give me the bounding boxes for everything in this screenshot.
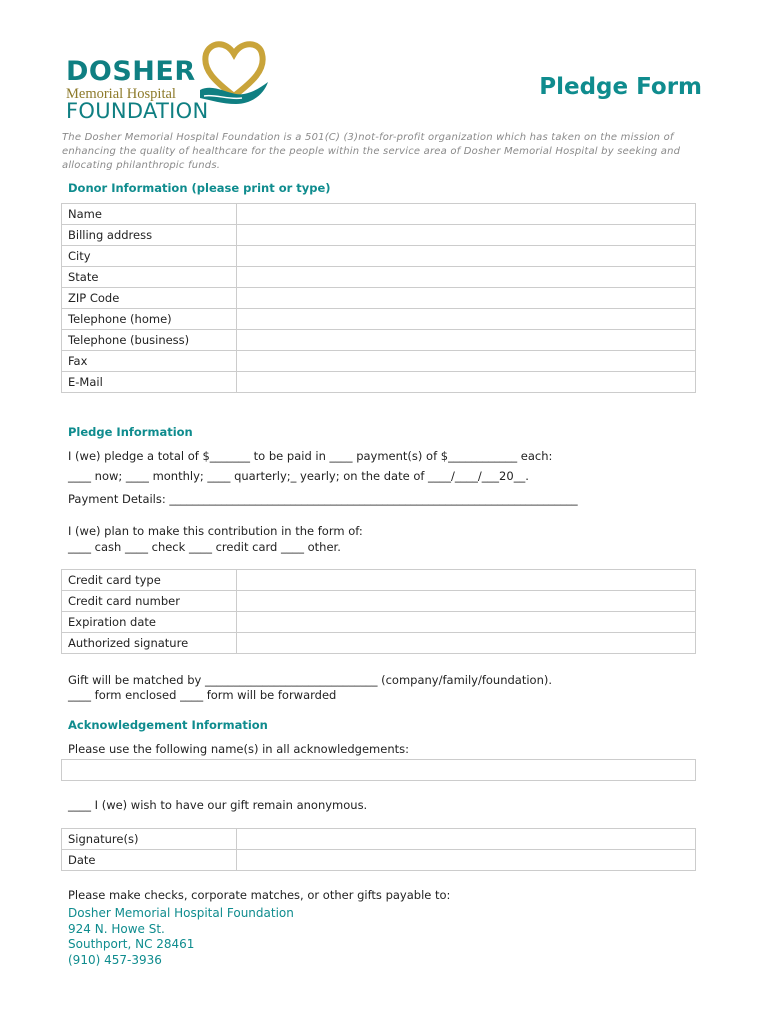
field-label: Credit card type xyxy=(62,570,237,591)
form-row xyxy=(62,330,696,351)
form-row xyxy=(62,288,696,309)
signature-table xyxy=(61,828,696,871)
field-input[interactable] xyxy=(237,225,696,246)
field-label: Billing address xyxy=(62,225,237,246)
field-label: Authorized signature xyxy=(62,633,237,654)
field-label: City xyxy=(62,246,237,267)
form-row xyxy=(62,225,696,246)
payment-details-line[interactable]: Payment Details: _______________________________________________________________________ xyxy=(68,492,578,506)
credit-card-table xyxy=(61,569,696,654)
ack-names-prompt: Please use the following name(s) in all acknowledgements: xyxy=(68,742,409,756)
form-row xyxy=(62,351,696,372)
pledge-total-line[interactable]: I (we) pledge a total of $_______ to be paid in ____ payment(s) of $____________ each: xyxy=(68,449,553,463)
field-input[interactable] xyxy=(237,267,696,288)
field-input[interactable] xyxy=(237,633,696,654)
payable-phone: (910) 457-3936 xyxy=(68,952,162,967)
heart-hand-icon xyxy=(198,38,270,108)
form-row xyxy=(62,309,696,330)
form-row xyxy=(62,633,696,654)
field-input[interactable] xyxy=(237,591,696,612)
field-label: Credit card number xyxy=(62,591,237,612)
logo-text-foundation: FOUNDATION xyxy=(66,99,209,123)
field-label: Signature(s) xyxy=(62,829,237,850)
pledge-info-heading: Pledge Information xyxy=(68,425,193,439)
ack-names-field[interactable] xyxy=(62,760,696,781)
form-row xyxy=(62,850,696,871)
field-input[interactable] xyxy=(237,351,696,372)
field-input[interactable] xyxy=(237,829,696,850)
field-label: E-Mail xyxy=(62,372,237,393)
field-label: Fax xyxy=(62,351,237,372)
gift-match-line[interactable]: Gift will be matched by ______________________________ (company/family/foundation). xyxy=(68,673,553,687)
match-form-line[interactable]: ____ form enclosed ____ form will be forwarded xyxy=(68,688,337,702)
field-label: Date xyxy=(62,850,237,871)
field-input[interactable] xyxy=(237,330,696,351)
field-label: Telephone (business) xyxy=(62,330,237,351)
field-input[interactable] xyxy=(237,372,696,393)
form-row xyxy=(62,372,696,393)
payable-city: Southport, NC 28461 xyxy=(68,937,195,951)
payable-prompt: Please make checks, corporate matches, or other gifts payable to: xyxy=(68,888,451,902)
field-input[interactable] xyxy=(237,309,696,330)
field-input[interactable] xyxy=(237,570,696,591)
field-label: State xyxy=(62,267,237,288)
form-row xyxy=(62,246,696,267)
field-label: Expiration date xyxy=(62,612,237,633)
donor-info-table xyxy=(61,203,696,393)
field-input[interactable] xyxy=(237,612,696,633)
donor-info-heading: Donor Information (please print or type) xyxy=(68,181,331,195)
anonymous-line[interactable]: ____ I (we) wish to have our gift remain anonymous. xyxy=(68,798,368,812)
field-label: ZIP Code xyxy=(62,288,237,309)
form-row xyxy=(62,570,696,591)
contribution-form-options[interactable]: ____ cash ____ check ____ credit card ____ other. xyxy=(68,540,341,554)
field-input[interactable] xyxy=(237,204,696,225)
logo-text-dosher: DOSHER xyxy=(66,56,196,87)
payable-street: 924 N. Howe St. xyxy=(68,921,165,936)
form-row xyxy=(62,204,696,225)
form-row xyxy=(62,267,696,288)
payable-org: Dosher Memorial Hospital Foundation xyxy=(68,906,294,920)
ack-names-table xyxy=(61,759,696,781)
field-input[interactable] xyxy=(237,288,696,309)
ack-info-heading: Acknowledgement Information xyxy=(68,718,268,732)
field-input[interactable] xyxy=(237,850,696,871)
field-label: Name xyxy=(62,204,237,225)
form-row xyxy=(62,612,696,633)
intro-paragraph: The Dosher Memorial Hospital Foundation is a 501(C) (3)not-for-profit organization which has taken on the mission of enhancing the quality of healthcare for the people within the service area of Dosher Memorial Hospital by seeking and allocating philanthropic funds. xyxy=(62,132,681,171)
form-row xyxy=(62,829,696,850)
pledge-schedule-line[interactable]: ____ now; ____ monthly; ____ quarterly;_ yearly; on the date of ____/____/___20__. xyxy=(68,469,529,483)
page-title: Pledge Form xyxy=(539,74,702,100)
contribution-form-prompt: I (we) plan to make this contribution in the form of: xyxy=(68,524,363,538)
field-input[interactable] xyxy=(237,246,696,267)
form-row xyxy=(62,591,696,612)
logo-text-memorial-hospital: Memorial Hospital xyxy=(66,86,176,102)
foundation-logo xyxy=(66,38,271,123)
field-label: Telephone (home) xyxy=(62,309,237,330)
payable-address xyxy=(68,906,294,968)
